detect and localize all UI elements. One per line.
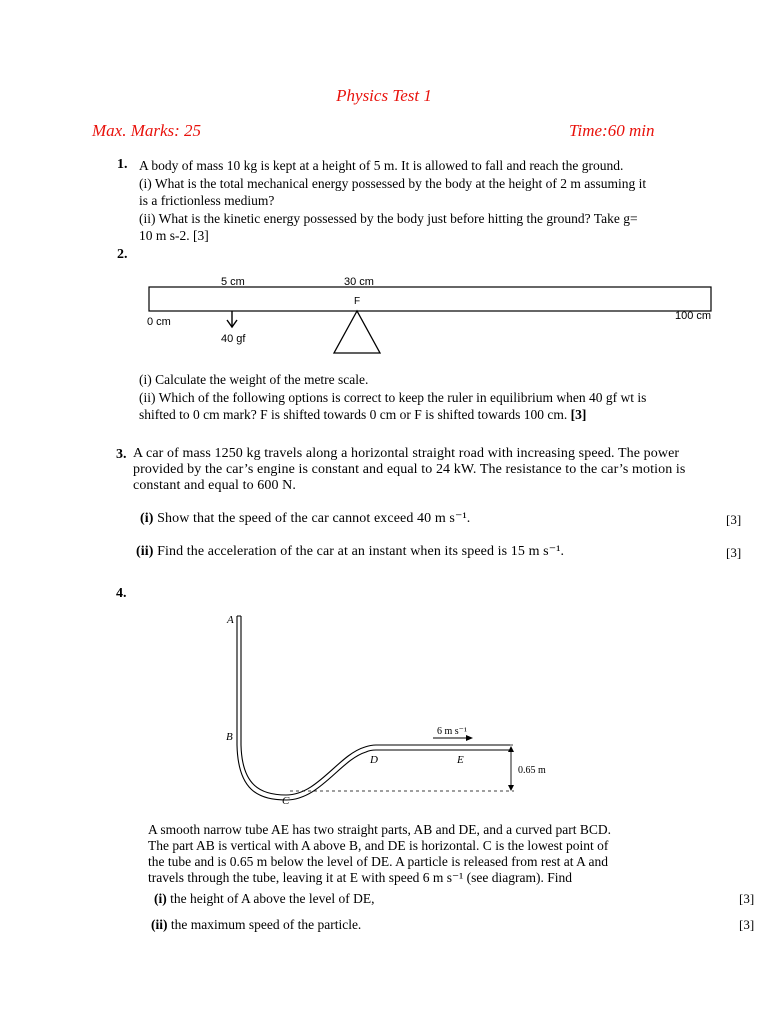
label-5cm: 5 cm: [221, 276, 245, 288]
q1-line-3: is a frictionless medium?: [139, 193, 275, 208]
q2-mark: [3]: [570, 407, 587, 422]
q4-line-4: travels through the tube, leaving it at E with speed 6 m s⁻¹ (see diagram). Find: [148, 870, 572, 885]
q1-line-1: A body of mass 10 kg is kept at a height of 5 m. It is allowed to fall and reach the ground.: [139, 158, 624, 173]
label-F: F: [354, 296, 361, 307]
test-title: Physics Test 1: [336, 86, 432, 105]
label-B: B: [226, 731, 233, 743]
q2-line-1: (i) Calculate the weight of the metre scale.: [139, 372, 369, 387]
q4-line-1: A smooth narrow tube AE has two straight parts, AB and DE, and a curved part BCD.: [148, 822, 612, 837]
q4-part-i: [154, 890, 374, 908]
q4-part-i-mark: [3]: [739, 891, 755, 906]
q3-line-2: provided by the car’s engine is constant and equal to 24 kW. The resistance to the car’s motion is: [133, 462, 686, 477]
q2-line-2: (ii) Which of the following options is correct to keep the ruler in equilibrium when 40 gf wt is: [139, 389, 647, 405]
q1-line-4: (ii) What is the kinetic energy possessed by the body just before hitting the ground? Take g=: [139, 210, 638, 226]
label-C: C: [282, 795, 290, 807]
height-arrow-head-up: [508, 746, 514, 752]
q1-line-2: (i) What is the total mechanical energy possessed by the body at the height of 2 m assuming it: [139, 175, 647, 191]
label-speed: 6 m s⁻¹: [437, 726, 467, 737]
q3-part-ii-label: (ii): [136, 544, 154, 559]
q1-line-5: 10 m s-2. [3]: [139, 228, 209, 243]
q4-part-i-text: the height of A above the level of DE,: [170, 891, 375, 906]
q4-line-2: The part AB is vertical with A above B, and DE is horizontal. C is the lowest point of: [148, 838, 609, 853]
label-A: A: [227, 614, 234, 626]
q4-part-ii-label: (ii): [151, 917, 168, 932]
label-D: D: [370, 754, 378, 766]
q4-part-ii-text: the maximum speed of the particle.: [170, 917, 362, 932]
q3-part-i-text: Show that the speed of the car cannot exceed 40 m s⁻¹.: [157, 511, 471, 526]
label-0cm: 0 cm: [147, 316, 171, 328]
time-limit: Time:60 min: [569, 121, 655, 140]
label-height: 0.65 m: [518, 765, 546, 776]
speed-arrow-head: [466, 735, 473, 741]
tube-outer-wall: [237, 616, 510, 800]
q3-part-ii-text: Find the acceleration of the car at an instant when its speed is 15 m s⁻¹.: [157, 544, 565, 559]
q4-part-ii-mark: [3]: [739, 917, 755, 932]
q4-part-i-label: (i): [154, 891, 167, 906]
q2-number: 2.: [117, 247, 128, 262]
q4-part-ii: [151, 916, 361, 934]
q3-line-1: A car of mass 1250 kg travels along a horizontal straight road with increasing speed. The power: [133, 446, 680, 461]
q3-line-3: constant and equal to 600 N.: [133, 478, 296, 493]
height-arrow-head-down: [508, 785, 514, 791]
q3-part-ii-mark: [3]: [726, 545, 742, 560]
label-40gf: 40 gf: [221, 333, 246, 345]
q4-number: 4.: [116, 586, 127, 601]
q3-number: 3.: [116, 447, 127, 462]
label-100cm: 100 cm: [675, 310, 712, 322]
label-E: E: [457, 754, 464, 766]
label-30cm: 30 cm: [344, 276, 374, 288]
max-marks: Max. Marks: 25: [92, 121, 202, 140]
q4-line-3: the tube and is 0.65 m below the level of DE. A particle is released from rest at A and: [148, 854, 609, 869]
q3-part-i-label: (i): [140, 511, 154, 526]
q3-part-i-mark: [3]: [726, 512, 742, 527]
q1-number: 1.: [117, 157, 128, 172]
q2-line-3-text: shifted to 0 cm mark? F is shifted towards 0 cm or F is shifted towards 100 cm.: [139, 407, 568, 422]
q4-text: [148, 822, 748, 886]
